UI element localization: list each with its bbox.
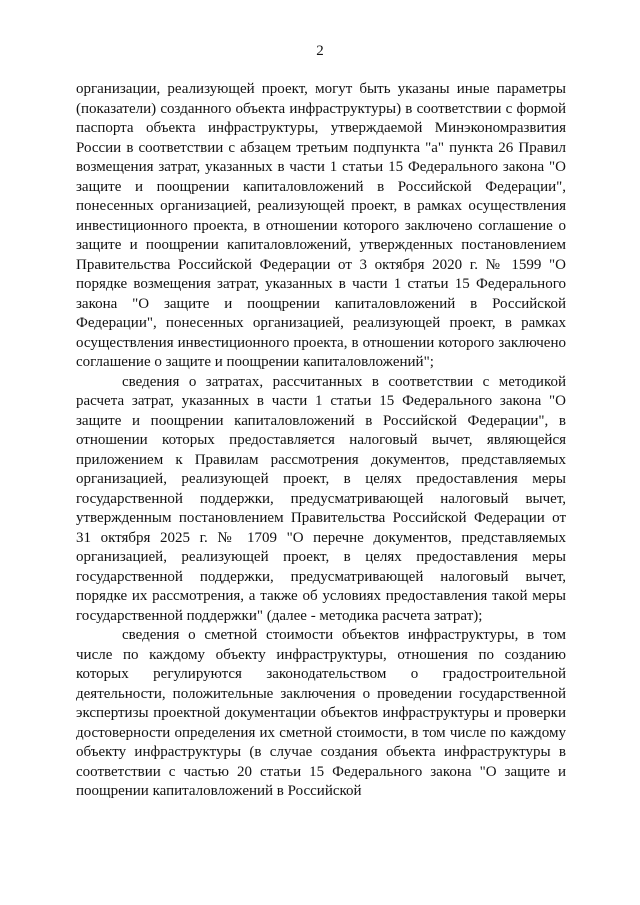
paragraph-cost-information: сведения о затратах, рассчитанных в соответствии с методикой расчета затрат, указанных в части 1 статьи 15 Федерального закона "О защите и поощрении капиталовложений в Российской Федерации", в отношении которых предоставляется налоговый вычет, являющейся приложением к Правилам рассмотрения документов, представляемых организацией, реализующей проект, в целях предоставления меры государственной поддержки, предусматривающей налоговый вычет, утвержденным постановлением Правительства Российской Федерации от 31 октября 2025 г. № 1709 "О перечне документов, представляемых организацией, реализующей проект, в целях предоставления меры государственной поддержки, предусматривающей налоговый вычет, порядке их рассмотрения, а также об условиях предоставления такой меры государственной поддержки" (далее - методика расчета затрат); <box>76 373 566 624</box>
page-number: 2 <box>316 43 324 59</box>
paragraph-estimated-cost: сведения о сметной стоимости объектов инфраструктуры, в том числе по каждому объекту инфраструктуры, отношения по созданию которых регулируются законодательством о градостроительной деятельности, положительные заключения о проведении государственной экспертизы проектной документации объектов инфраструктуры и проверки достоверности определения их сметной стоимости, в том числе по каждому объекту инфраструктуры (в случае создания объекта инфраструктуры в соответствии с частью 20 статьи 15 Федерального закона "О защите и поощрении капиталовложений в Российской <box>76 627 566 799</box>
paragraph-continuation: организации, реализующей проект, могут быть указаны иные параметры (показатели) созданного объекта инфраструктуры) в соответствии с формой паспорта объекта инфраструктуры, утверждаемой Минэкономразвития России в соответствии с абзацем третьим подпункта "а" пункта 26 Правил возмещения затрат, указанных в части 1 статьи 15 Федерального закона "О защите и поощрении капиталовложений в Российской Федерации", понесенных организацией, реализующей проект, в рамках осуществления инвестиционного проекта, в отношении которого заключено соглашение о защите и поощрении капиталовложений, утвержденных постановлением Правительства Российской Федерации от 3 октября 2020 г. № 1599 "О порядке возмещения затрат, указанных в части 1 статьи 15 Федерального закона "О защите и поощрении капиталовложений в Российской Федерации", понесенных организацией, реализующей проект, в рамках осуществления инвестиционного проекта, в отношении которого заключено соглашение о защите и поощрении капиталовложений"; <box>76 81 566 370</box>
document-body <box>76 80 566 802</box>
